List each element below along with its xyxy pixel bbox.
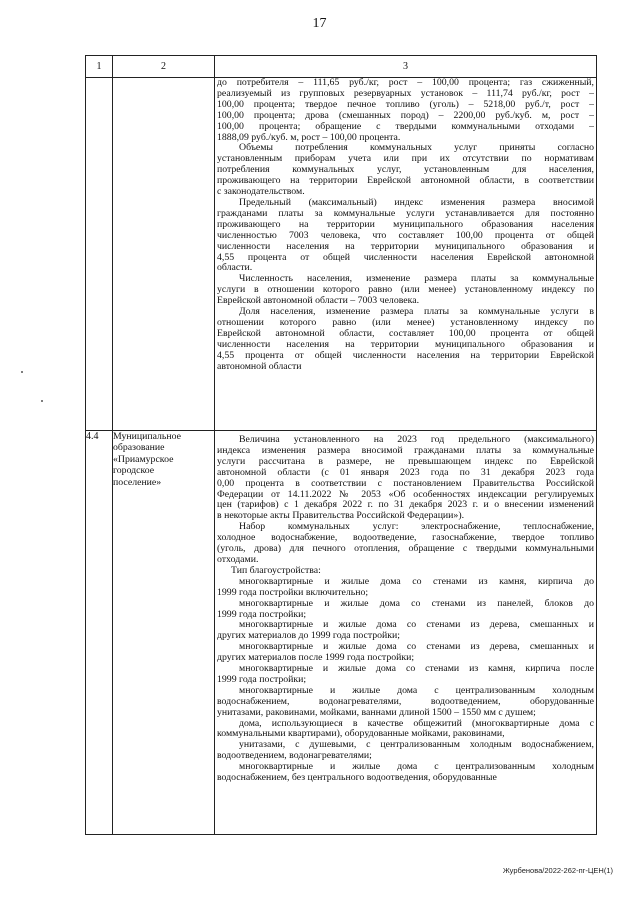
text-line: услуги рассчитана в размере, не превышающем индекс по Еврейской: [217, 456, 594, 467]
text-line: (уголь, дрова) для печного отопления, обращение с твердыми коммунальными: [217, 544, 594, 555]
table-row: [86, 431, 597, 835]
text-line: многоквартирные и жилые дома со стенами из камня, кирпича после: [239, 664, 594, 675]
text-line: потребления коммунальных услуг, установленным для населения,: [217, 165, 594, 176]
text-line: до потребителя – 111,65 руб./кг, рост – 100,00 процента; газ сжиженный,: [217, 78, 594, 88]
text-line: установленным приборам учета или при их отсутствии по нормативам: [217, 154, 594, 165]
text-line: водоснабжением, без центрального водоотведения, оборудованные: [217, 773, 497, 784]
text-line: проживающего на территории Еврейской автономной области, в соответствии: [217, 176, 594, 187]
text-line: холодное водоснабжение, водоотведение, газоснабжение, твердое топливо: [217, 533, 594, 544]
text-line: гражданами платы за коммунальные услуги устанавливается для постоянно: [217, 208, 594, 219]
text-line: коммунальными квартирами), оборудованные мойками, раковинами,: [217, 729, 505, 740]
text-line: многоквартирные и жилые дома с централизованным холодным: [239, 685, 594, 696]
row-number-cell: [86, 78, 113, 431]
text-line: проживающего на территории муниципального образования населения: [217, 219, 594, 230]
text-line: услуги в отношении которого равно (или менее) установленному индексу по: [217, 285, 594, 296]
text-line: дома, использующиеся в качестве общежитий (многоквартирные дома с: [239, 718, 594, 729]
text-line: Предельный (максимальный) индекс изменения размера вносимой: [239, 197, 594, 208]
text-line: численности населения на территории муниципального образования и: [217, 339, 594, 350]
text-line: Еврейской автономной области, составляет 100,00 процента от общей: [217, 328, 594, 339]
text-line: 1999 года постройки;: [217, 674, 307, 685]
text-line: многоквартирные и жилые дома со стенами из дерева, смешанных и: [239, 642, 594, 653]
tariff-table: [85, 55, 597, 835]
municipality-name-line: Муниципальное: [113, 431, 181, 442]
text-line: области.: [217, 263, 253, 274]
text-line: унитазами, с душевыми, с централизованным холодным водоснабжением,: [239, 740, 594, 751]
text-line: 4,55 процента от общей численности населения на территории Еврейской: [217, 350, 594, 361]
header-col-1: 1: [86, 56, 113, 78]
row-text-cell: [215, 78, 597, 431]
header-col-3: 3: [215, 56, 597, 78]
text-line: других материалов после 1999 года постройки;: [217, 653, 415, 664]
municipality-name-line: городское: [113, 465, 155, 477]
text-line: численности населения на территории муниципального образования и: [217, 241, 594, 252]
text-line: Набор коммунальных услуг: электроснабжение, теплоснабжение,: [239, 522, 594, 533]
scan-dot: [41, 400, 43, 402]
text-line: Еврейской автономной области – 7003 человека.: [217, 296, 420, 307]
page-number: 17: [312, 16, 327, 31]
table-header-row: [86, 56, 597, 78]
municipality-name-line: образование: [113, 442, 165, 454]
text-line: 1999 года постройки включительно;: [217, 587, 369, 598]
text-line: 1888,09 руб./куб. м, рост – 100,00 процента.: [217, 132, 401, 143]
text-line: 4,55 процента от общей численности населения Еврейской автономной: [217, 252, 594, 263]
row-name-cell: [113, 431, 215, 835]
row-text-cell: [215, 431, 597, 835]
municipality-name-line: «Приамурское: [113, 453, 174, 465]
text-line: многоквартирные и жилые дома со стенами из панелей, блоков до: [239, 598, 594, 609]
footer-reference: Журбенова/2022-262-пг-ЦЕН(1): [502, 866, 613, 875]
table-row: [86, 78, 597, 431]
municipality-name-line: поселение»: [113, 476, 162, 488]
text-line: в некоторые акты Правительства Российской Федерации»).: [217, 511, 465, 522]
text-line: автономной области: [217, 361, 302, 372]
text-line: многоквартирные и жилые дома со стенами из камня, кирпича до: [239, 576, 594, 587]
row-text-lines: [215, 78, 596, 372]
text-line: отходами.: [217, 554, 259, 565]
text-line: автономной области (с 01 января 2023 года по 31 декабря 2023 года: [217, 467, 594, 478]
text-line: 1999 года постройки;: [217, 609, 307, 620]
text-line: многоквартирные и жилые дома с централизованным холодным: [239, 762, 594, 773]
text-line: унитазами, раковинами, мойками, ваннами длиной 1500 – 1550 мм с душем;: [217, 707, 536, 718]
row-text-lines: [215, 431, 596, 784]
text-line: Федерации от 14.11.2022 № 2053 «Об особенностях индексации регулируемых: [217, 489, 594, 500]
text-line: с законодательством.: [217, 187, 305, 198]
text-line: Тип благоустройства:: [231, 565, 321, 576]
text-line: цен (тарифов) с 1 декабря 2022 г. по 31 декабря 2023 г. и о внесении изменений: [217, 500, 594, 511]
row-name-cell: [113, 78, 215, 431]
text-line: 0,00 процента в соответствии с постановлением Правительства Российской: [217, 478, 594, 489]
text-line: Численность населения, изменение размера платы за коммунальные: [239, 274, 594, 285]
text-line: индекса изменения размера вносимой гражданами платы за коммунальные: [217, 445, 594, 456]
text-line: отношении которого равно (или менее) установленному индексу по: [217, 317, 594, 328]
text-line: Доля населения, изменение размера платы за коммунальные услуги в: [239, 307, 594, 318]
text-line: многоквартирные и жилые дома со стенами из дерева, смешанных и: [239, 620, 594, 631]
text-line: реализуемый из групповых резервуарных установок – 111,74 руб./кг, рост –: [217, 88, 594, 99]
scan-dot: [21, 371, 23, 373]
municipality-name: [113, 431, 214, 488]
text-line: других материалов до 1999 года постройки;: [217, 631, 401, 642]
text-line: Объемы потребления коммунальных услуг приняты согласно: [239, 143, 594, 154]
header-col-2: 2: [113, 56, 215, 78]
row-number-cell: 4.4: [86, 431, 113, 835]
text-line: 100,00 процента; обращение с твердыми коммунальными отходами –: [217, 121, 594, 132]
text-line: водоснабжением, водонагревателями, водоотведением, оборудованные: [217, 696, 594, 707]
text-line: 100,00 процента; твердое печное топливо (уголь) – 5218,00 руб./т, рост –: [217, 99, 594, 110]
text-line: водоотведением, водонагревателями;: [217, 751, 372, 762]
text-line: численностью 7003 человека, что составляет 100,00 процента от общей: [217, 230, 594, 241]
text-line: Величина установленного на 2023 год предельного (максимального): [239, 435, 594, 445]
text-line: 100,00 процента; дрова (смешанных пород) – 2200,00 руб./куб. м, рост –: [217, 110, 594, 121]
